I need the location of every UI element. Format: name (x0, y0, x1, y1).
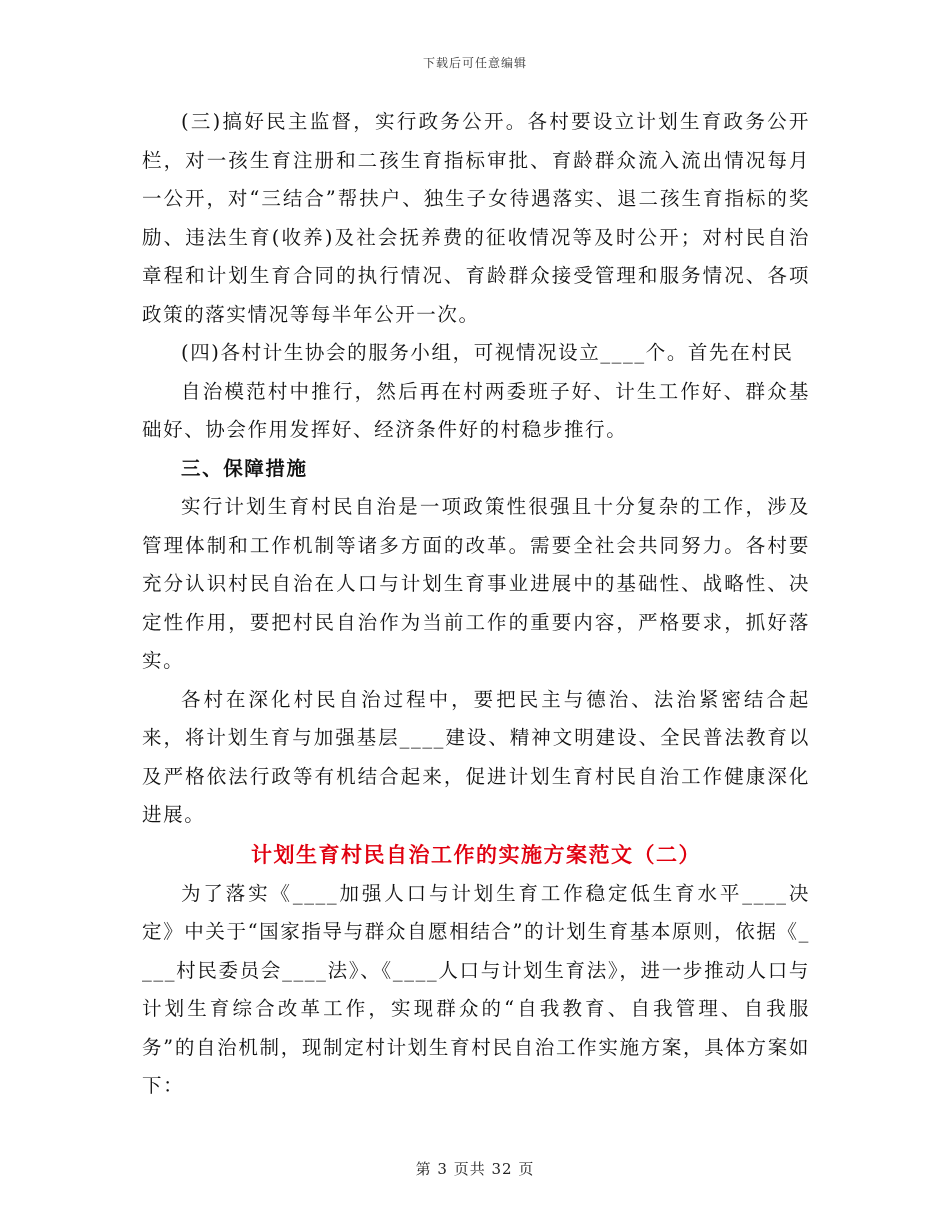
paragraph-implementation-intro: 为了落实《____加强人口与计划生育工作稳定低生育水平____决定》中关于“国家指导与群众自愿相结合”的计划生育基本原则，依据《____村民委员会____法》、《____人口与计划生育法》，进一步推动人口与计划生育综合改革工作，实现群众的“自我教育、自我管理、自我服务”的自治机制，现制定村计划生育村民自治工作实施方案，具体方案如下： (142, 881, 810, 1097)
paragraph-pilot-villages: 自治模范村中推行，然后再在村两委班子好、计生工作好、群众基础好、协会作用发挥好、经济条件好的村稳步推行。 (142, 379, 810, 441)
paragraph-service-groups: (四)各村计生协会的服务小组，可视情况设立____个。首先在村民 (181, 341, 794, 364)
section-heading-safeguards: 三、保障措施 (181, 456, 308, 480)
paragraph-policy-importance: 实行计划生育村民自治是一项政策性很强且十分复杂的工作，涉及管理体制和工作机制等诸多方面的改革。需要全社会共同努力。各村要充分认识村民自治在人口与计划生育事业进展中的基础性、战略性、决定性作用，要把村民自治作为当前工作的重要内容，严格要求，抓好落实。 (142, 495, 810, 672)
paragraph-democratic-supervision: (三)搞好民主监督，实行政务公开。各村要设立计划生育政务公开栏，对一孩生育注册和二孩生育指标审批、育龄群众流入流出情况每月一公开，对“三结合”帮扶户、独生子女待遇落实、退二孩生育指标的奖励、违法生育(收养)及社会抚养费的征收情况等及时公开；对村民自治章程和计划生育合同的执行情况、育龄群众接受管理和服务情况、各项政策的落实情况等每半年公开一次。 (142, 110, 810, 326)
document-title-part-two: 计划生育村民自治工作的实施方案范文（二） (251, 842, 701, 867)
paragraph-deepen-autonomy: 各村在深化村民自治过程中，要把民主与德治、法治紧密结合起来，将计划生育与加强基层____建设、精神文明建设、全民普法教育以及严格依法行政等有机结合起来，促进计划生育村民自治工作健康深化进展。 (142, 687, 810, 826)
document-body (142, 103, 810, 1106)
header-note: 下载后可任意编辑 (422, 56, 527, 70)
page-number: 第 3 页共 32 页 (415, 1160, 535, 1178)
